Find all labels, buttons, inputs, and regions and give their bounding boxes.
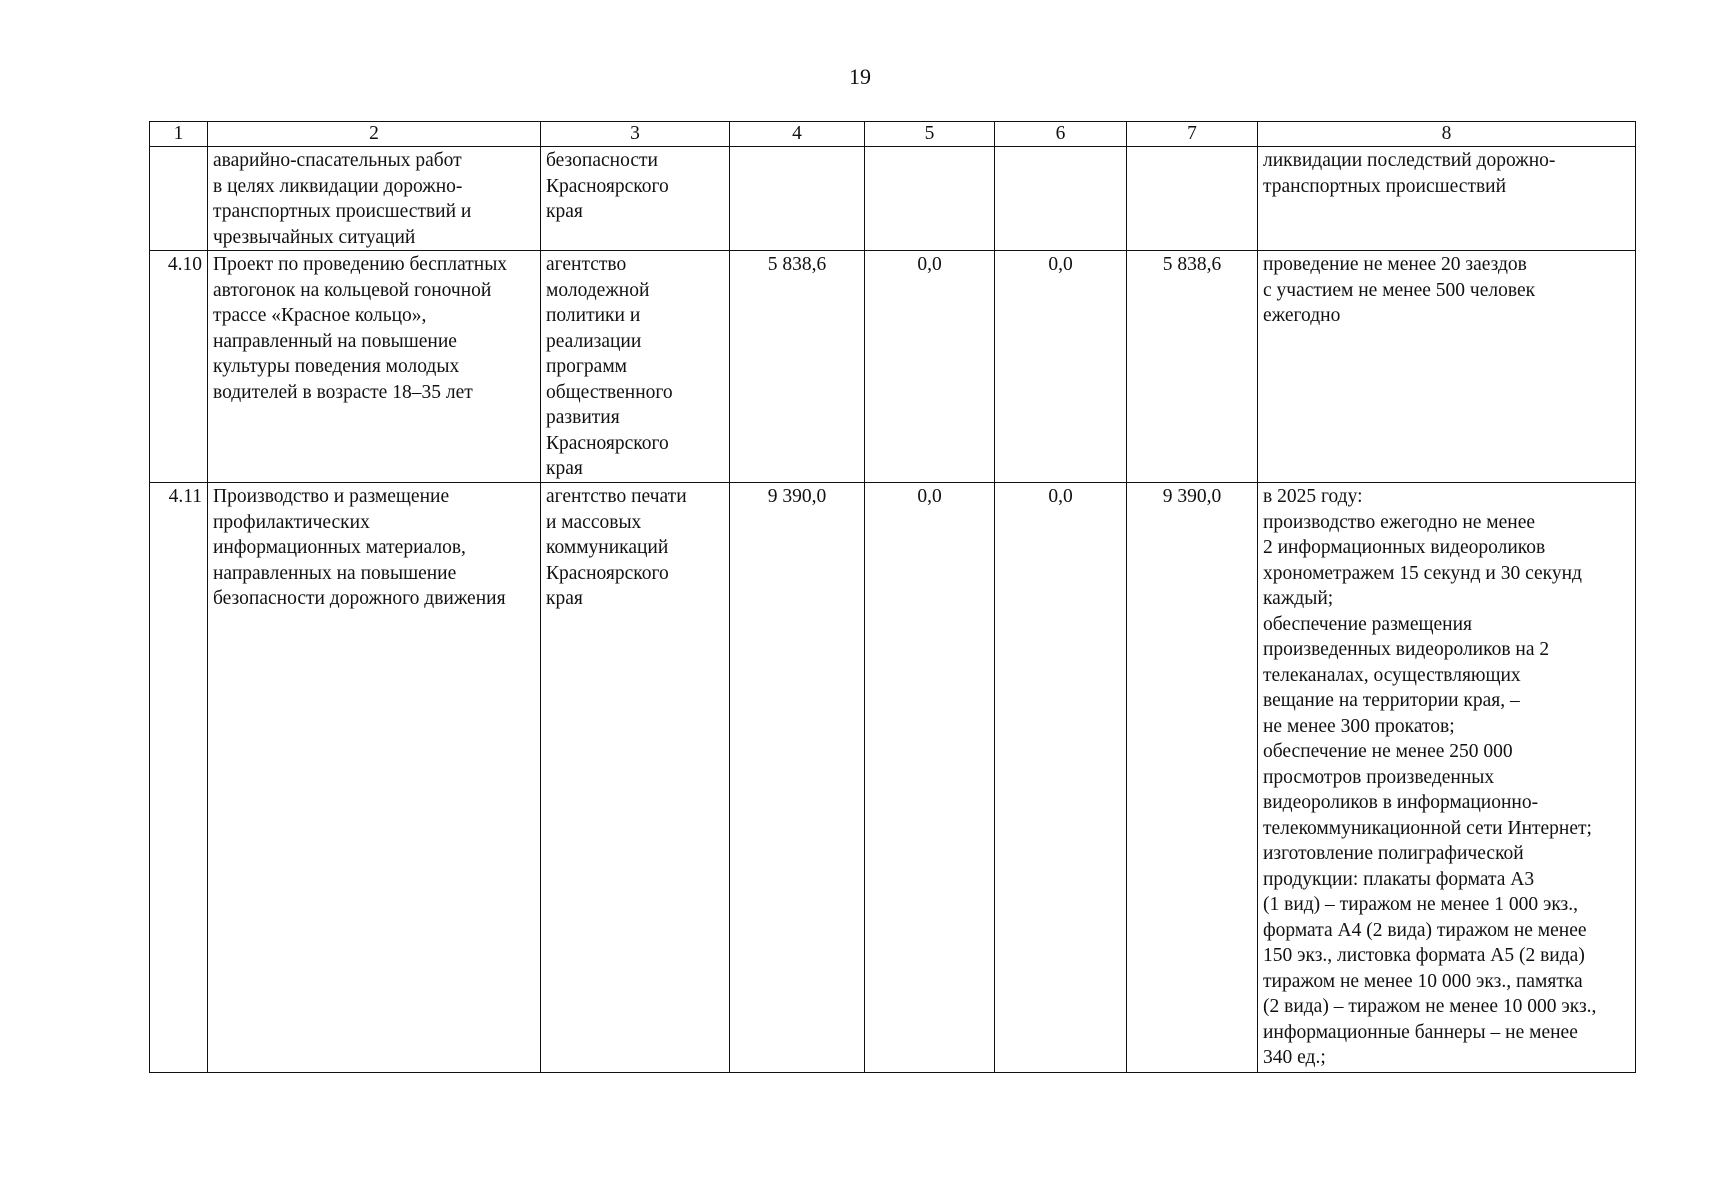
measure-name-cell	[208, 483, 541, 1073]
text-line: транспортных происшествий и	[213, 201, 472, 222]
text-line: (1 вид) – тиражом не менее 1 000 экз.,	[1263, 894, 1578, 915]
header-cell: 7	[1127, 122, 1258, 147]
text-line: политики и	[546, 305, 641, 326]
text-line: коммуникаций	[546, 537, 669, 558]
text-line: каждый;	[1263, 588, 1334, 609]
table-row	[150, 251, 1636, 483]
text-line: видеороликов в информационно-	[1263, 792, 1539, 813]
text-line: изготовление полиграфической	[1263, 843, 1524, 864]
text-line: формата А4 (2 вида) тиражом не менее	[1263, 919, 1587, 941]
value-cell: 0,0	[995, 251, 1127, 483]
text-line: обеспечение не менее 250 000	[1263, 741, 1513, 762]
header-row	[150, 122, 1636, 147]
text-line: Красноярского	[546, 562, 669, 584]
executor-cell	[541, 483, 730, 1073]
value-cell: 0,0	[865, 483, 995, 1073]
header-cell: 3	[541, 122, 730, 147]
text-line: с участием не менее 500 человек	[1263, 279, 1536, 301]
text-line: водителей в возрасте 18–35 лет	[213, 381, 473, 403]
text-line: края	[546, 201, 583, 222]
page-number: 19	[849, 64, 871, 89]
text-line: произведенных видеороликов на 2	[1263, 639, 1550, 660]
text-line: (2 вида) – тиражом не менее 10 000 экз.,	[1263, 996, 1597, 1017]
header-cell: 8	[1258, 122, 1636, 147]
measure-name-cell	[208, 251, 541, 483]
result-cell	[1258, 147, 1636, 251]
text-line: просмотров произведенных	[1263, 766, 1495, 788]
row-number-cell	[150, 147, 208, 251]
text-line: реализации	[546, 330, 642, 352]
text-line: профилактических	[213, 511, 370, 533]
text-line: информационные баннеры – не менее	[1263, 1021, 1578, 1043]
text-line: края	[546, 458, 583, 479]
text-line: безопасности дорожного движения	[213, 588, 506, 609]
text-line: в целях ликвидации дорожно-	[213, 175, 463, 197]
header-cell: 2	[208, 122, 541, 147]
measure-name-cell	[208, 147, 541, 251]
text-line: агентство печати	[546, 486, 687, 507]
text-line: Производство и размещение	[213, 486, 450, 507]
executor-cell	[541, 147, 730, 251]
text-line: 340 ед.;	[1263, 1047, 1326, 1068]
text-line: чрезвычайных ситуаций	[213, 226, 416, 248]
value-cell	[865, 147, 995, 251]
text-line: Проект по проведению бесплатных	[213, 254, 508, 275]
result-cell	[1258, 483, 1636, 1073]
text-line: ежегодно	[1263, 305, 1341, 326]
value-cell: 5 838,6	[730, 251, 865, 483]
text-line: Красноярского	[546, 432, 669, 454]
text-line: агентство	[546, 254, 627, 275]
text-line: в 2025 году:	[1263, 486, 1363, 507]
value-cell	[1127, 147, 1258, 251]
header-cell: 6	[995, 122, 1127, 147]
text-line: автогонок на кольцевой гоночной	[213, 279, 492, 301]
table-row	[150, 483, 1636, 1073]
header-cell: 4	[730, 122, 865, 147]
table-row	[150, 147, 1636, 251]
text-line: телекоммуникационной сети Интернет;	[1263, 817, 1592, 839]
row-number-cell: 4.11	[150, 483, 208, 1073]
text-line: транспортных происшествий	[1263, 175, 1507, 197]
header-cell: 1	[150, 122, 208, 147]
executor-cell	[541, 251, 730, 483]
text-line: 150 экз., листовка формата А5 (2 вида)	[1263, 945, 1585, 966]
text-line: вещание на территории края, –	[1263, 690, 1520, 711]
value-cell: 5 838,6	[1127, 251, 1258, 483]
value-cell	[730, 147, 865, 251]
value-cell	[995, 147, 1127, 251]
value-cell: 0,0	[865, 251, 995, 483]
text-line: направленный на повышение	[213, 330, 457, 352]
text-line: и массовых	[546, 511, 642, 533]
text-line: трассе «Красное кольцо»,	[213, 305, 427, 326]
text-line: программ	[546, 356, 628, 377]
text-line: направленных на повышение	[213, 562, 457, 584]
text-line: края	[546, 588, 583, 609]
program-measures-table	[149, 121, 1636, 1073]
header-cell: 5	[865, 122, 995, 147]
text-line: безопасности	[546, 150, 658, 171]
text-line: аварийно-спасательных работ	[213, 150, 462, 171]
text-line: 2 информационных видеороликов	[1263, 537, 1546, 558]
text-line: телеканалах, осуществляющих	[1263, 664, 1521, 686]
value-cell: 9 390,0	[1127, 483, 1258, 1073]
row-number-cell: 4.10	[150, 251, 208, 483]
text-line: культуры поведения молодых	[213, 356, 460, 377]
text-line: обеспечение размещения	[1263, 613, 1473, 635]
text-line: хронометражем 15 секунд и 30 секунд	[1263, 562, 1582, 584]
result-cell	[1258, 251, 1636, 483]
text-line: информационных материалов,	[213, 537, 466, 558]
text-line: Красноярского	[546, 175, 669, 197]
value-cell: 0,0	[995, 483, 1127, 1073]
text-line: продукции: плакаты формата А3	[1263, 868, 1535, 890]
value-cell: 9 390,0	[730, 483, 865, 1073]
text-line: ликвидации последствий дорожно-	[1263, 150, 1556, 171]
text-line: развития	[546, 407, 620, 428]
text-line: молодежной	[546, 279, 650, 301]
text-line: тиражом не менее 10 000 экз., памятка	[1263, 970, 1583, 992]
text-line: проведение не менее 20 заездов	[1263, 254, 1527, 275]
text-line: общественного	[546, 381, 673, 403]
text-line: не менее 300 прокатов;	[1263, 715, 1455, 737]
text-line: производство ежегодно не менее	[1263, 511, 1536, 533]
